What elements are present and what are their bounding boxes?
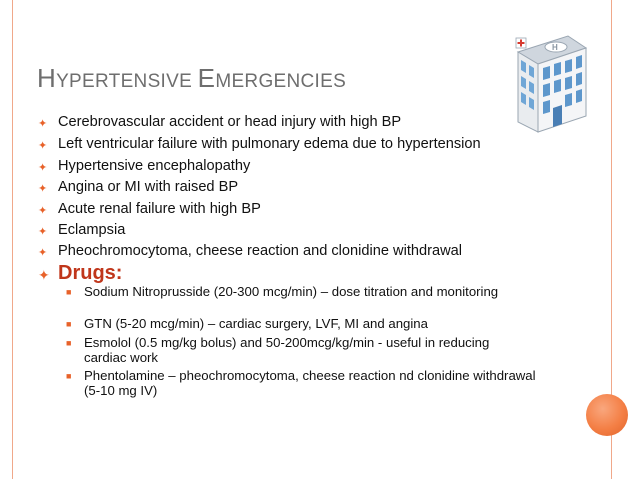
list-item-text: Hypertensive encephalopathy	[58, 158, 251, 174]
title-rest-1: YPERTENSIVE	[56, 71, 193, 92]
title-rest-2: MERGENCIES	[215, 71, 347, 92]
bullet-icon: ✦	[38, 140, 48, 152]
drug-item-text: Phentolamine – pheochromocytoma, cheese reaction nd clonidine withdrawal (5-10 mg IV)	[84, 368, 536, 398]
bullet-icon: ✦	[38, 205, 48, 217]
bullet-icon: ✦	[38, 183, 48, 195]
bullet-icon: ✦	[38, 162, 48, 174]
orange-circle	[586, 394, 628, 436]
list-item-text: Acute renal failure with high BP	[58, 201, 261, 217]
title-initial-e: E	[197, 63, 216, 93]
sub-bullet-icon: ■	[66, 287, 72, 297]
bullet-icon: ✦	[38, 226, 48, 238]
list-item-text: Pheochromocytoma, cheese reaction and clonidine withdrawal	[58, 243, 462, 259]
sub-bullet-icon: ■	[66, 319, 72, 329]
title-initial-h: H	[37, 63, 57, 93]
sub-bullet-icon: ■	[66, 371, 72, 381]
sub-bullet-icon: ■	[66, 338, 72, 348]
bullet-icon: ✦	[38, 247, 48, 259]
list-item-text: Eclampsia	[58, 222, 126, 238]
hospital-building-icon	[508, 30, 590, 134]
slide-title	[37, 58, 346, 95]
bullet-icon: ✦	[38, 118, 48, 130]
drug-item-text: Sodium Nitroprusside (20-300 mcg/min) – dose titration and monitoring	[84, 284, 499, 299]
bullet-icon: ✦	[38, 267, 50, 283]
svg-text:H: H	[552, 43, 558, 52]
list-item-text: Cerebrovascular accident or head injury with high BP	[58, 114, 402, 130]
drug-item-text: GTN (5-20 mcg/min) – cardiac surgery, LVF, MI and angina	[84, 316, 428, 331]
list-item-text: Left ventricular failure with pulmonary edema due to hypertension	[58, 136, 481, 152]
drug-item-text: Esmolol (0.5 mg/kg bolus) and 50-200mcg/kg/min - useful in reducing cardiac work	[84, 335, 490, 365]
drugs-heading: Drugs:	[58, 262, 123, 284]
list-item-text: Angina or MI with raised BP	[58, 179, 239, 195]
left-border-line	[12, 0, 13, 479]
